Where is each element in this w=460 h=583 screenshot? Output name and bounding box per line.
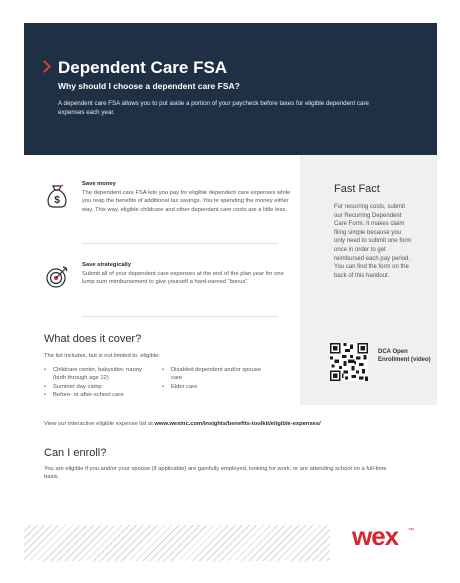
qr-caption: DCA Open Enrollment (video): [378, 349, 431, 364]
intro-text: A dependent care FSA allows you to put aside a portion of your paycheck before taxes for eligible dependent care expenses each year.: [58, 100, 369, 116]
header-banner: [24, 23, 437, 155]
benefit-title: Save money: [82, 181, 116, 187]
expense-list-line: [44, 421, 321, 427]
benefit-title: Save strategically: [82, 262, 131, 268]
enroll-text: You are eligible if you and/or your spouse (if applicable) are gainfully employed, looking for work, or are attending school on a full-time basis.: [44, 466, 387, 481]
fast-fact-sidebar: [300, 155, 437, 405]
wex-logo: [352, 521, 418, 551]
list-item: • Childcare center, babysitter, nanny (birth through age 12): [44, 366, 154, 383]
divider: [82, 243, 278, 244]
list-item: • Before- or after-school care: [44, 391, 154, 399]
page-title: Dependent Care FSA: [58, 58, 228, 77]
expense-list-link[interactable]: www.wexinc.com/insights/benefits-toolkit/eligible-expenses/: [154, 421, 321, 427]
target-icon: [44, 264, 70, 290]
benefit-text: Submit all of your dependent care expenses at the end of the plan year for one lump sum reimbursement to give yourself a hard-earned “bonus”.: [82, 271, 284, 286]
coverage-intro: The list includes, but is not limited to, eligible:: [44, 353, 160, 359]
benefit-text: The dependent care FSA lets you pay for eligible dependent care expenses while you reap the benefits of additional tax savings. You're spending the money either way. This way, eligible childcare and other dependent care costs are a little less.: [82, 190, 291, 213]
svg-text:™: ™: [408, 528, 414, 534]
fast-fact-title: Fast Fact: [334, 183, 380, 195]
divider: [82, 316, 278, 317]
list-item: • Elder care: [162, 383, 272, 391]
qr-code[interactable]: [330, 343, 368, 381]
list-item: • Disabled dependent and/or spouse care: [162, 366, 272, 383]
list-item: • Summer day camp: [44, 383, 154, 391]
svg-text:$: $: [54, 195, 60, 206]
money-bag-icon: [44, 183, 70, 209]
fast-fact-text: For recurring costs, submit our Recurring Dependent Care Form. It makes claim filing simple because you only need to submit one form once in order to get reimbursed each pay period. You can find the form on the back of this handout.: [334, 204, 412, 279]
coverage-list-left: [44, 366, 154, 399]
coverage-list-right: [162, 366, 272, 391]
page-subtitle: Why should I choose a dependent care FSA?: [58, 81, 240, 91]
decorative-hatch: [24, 525, 330, 561]
svg-text:wex: wex: [352, 521, 399, 551]
enroll-title: Can I enroll?: [44, 447, 107, 459]
chevron-right-icon: [38, 60, 51, 73]
coverage-title: What does it cover?: [44, 333, 142, 345]
expense-list-prefix: View our interactive eligible expense list at: [44, 421, 155, 427]
